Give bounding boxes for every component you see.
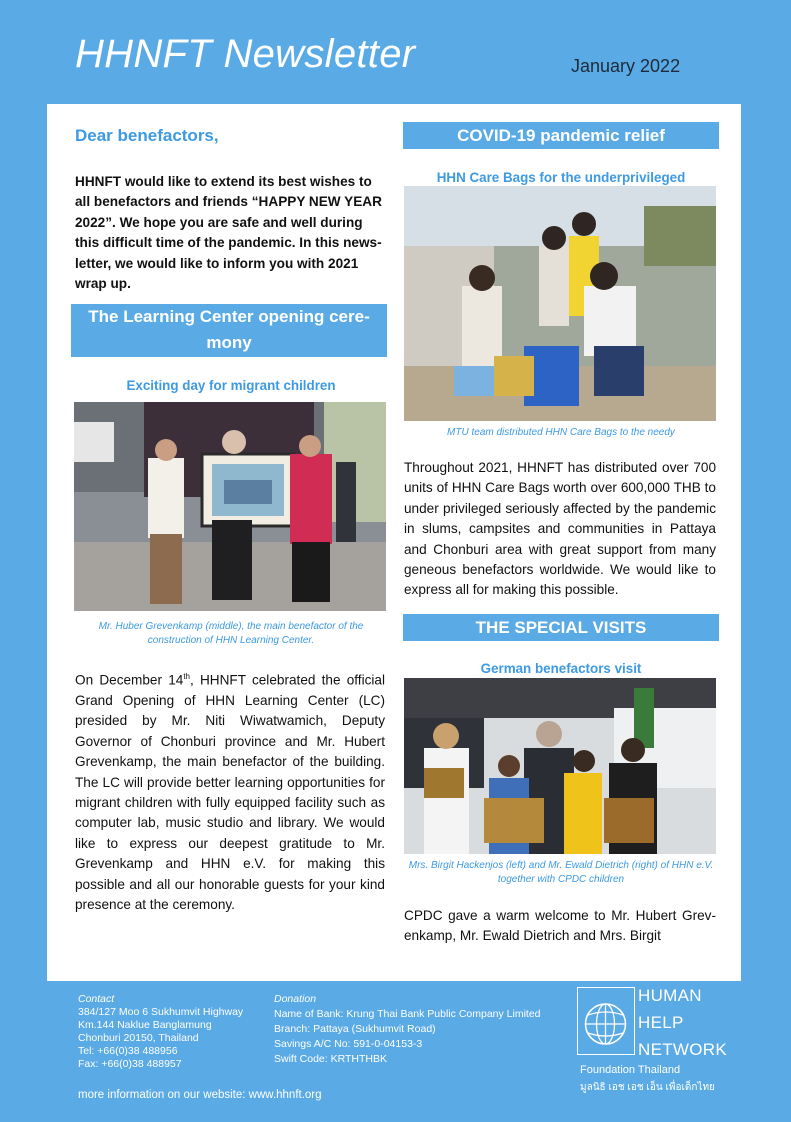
care-bags-caption: MTU team distributed HHN Care Bags to the needy [447, 427, 675, 438]
logo-word-network: NETWORK [638, 1040, 727, 1059]
learning-center-body [75, 667, 385, 915]
newsletter-date: January 2022 [571, 56, 681, 76]
donation-line: Savings A/C No: 591-0-04153-3 [274, 1038, 423, 1050]
german-visit-photo [404, 678, 716, 854]
logo-word-human: HUMAN [638, 986, 702, 1005]
newsletter-title: HHNFT Newsletter [75, 32, 416, 76]
donation-line: Swift Code: KRTHTHBK [274, 1053, 388, 1065]
globe-logo-icon [577, 987, 635, 1055]
contact-line: Fax: +66(0)38 488957 [78, 1058, 182, 1070]
contact-line: Chonburi 20150, Thailand [78, 1032, 199, 1044]
covid-body: Throughout 2021, HHNFT has distributed over 700 units of HHN Care Bags worth over 600,000 THB to under privileged seriously affected by the pandemic in slums, campsites and communities in Pattaya and Chonburi area with great support from many geneous benefactors worldwide. We would like to express all for making this possible. [404, 460, 716, 598]
ceremony-photo [74, 402, 386, 611]
contact-block [78, 993, 243, 1071]
body-text-part: , HHNFT celebrated the official Grand Opening of HHN Learning Center (LC) presided by Mr. Niti Wiwatwamich, Deputy Governor of Chonburi province and Mr. Hubert Grevenkamp, the main benefactor of the building. The LC will provide better learning opportunities for migrant children with fully equipped facility such as computer lab, music studio and library. We would like to express our deepest gratitude to Mr. Grevenkamp and HHN e.V. for making this possible and all our honorable guests for your kind presence at the ceremony. [75, 672, 385, 912]
learning-center-banner: The Learning Center opening cere-mony [71, 304, 387, 357]
contact-label: Contact [78, 993, 115, 1005]
logo-thai-text: มูลนิธิ เอช เอช เอ็น เพื่อเด็กไทย [580, 1082, 715, 1093]
contact-line: Km.144 Naklue Banglamung [78, 1019, 212, 1031]
care-bags-photo [404, 186, 716, 421]
covid-subhead: HHN Care Bags for the underprivileged [436, 170, 686, 185]
donation-label: Donation [274, 993, 317, 1005]
donation-block [274, 993, 541, 1066]
ceremony-caption: Mr. Huber Grevenkamp (middle), the main benefactor of the construction of HHN Learning Center. [98, 621, 364, 646]
logo-subtitle: Foundation Thailand [580, 1064, 681, 1076]
german-visit-caption: Mrs. Birgit Hackenjos (left) and Mr. Ewald Dietrich (right) of HHN e.V. together with CPDC children [408, 860, 714, 885]
donation-line: Name of Bank: Krung Thai Bank Public Company Limited [274, 1008, 541, 1020]
donation-line: Branch: Pattaya (Sukhumvit Road) [274, 1023, 436, 1035]
visits-subhead: German benefactors visit [480, 661, 642, 676]
covid-banner: COVID-19 pandemic relief [403, 122, 719, 149]
website-link[interactable]: more information on our website: www.hhnft.org [78, 1089, 322, 1101]
logo-word-help: HELP [638, 1013, 684, 1032]
contact-line: 384/127 Moo 6 Sukhumvit Highway [78, 1006, 244, 1018]
contact-line: Tel: +66(0)38 488956 [78, 1045, 178, 1057]
ordinal-suffix: th [183, 672, 190, 681]
content-panel [47, 104, 741, 981]
visits-banner: THE SPECIAL VISITS [403, 614, 719, 641]
learning-center-subhead: Exciting day for migrant children [126, 378, 336, 393]
greeting-heading: Dear benefactors, [75, 126, 219, 145]
visits-body: CPDC gave a warm welcome to Mr. Hubert Grev-enkamp, Mr. Ewald Dietrich and Mrs. Birgit [404, 908, 716, 944]
intro-paragraph: HHNFT would like to extend its best wishes to all benefactors and friends “HAPPY NEW YEAR 2022”. We hope you are safe and well during this difficult time of the pandemic. In this news-letter, we would like to inform you with 2021 wrap up. [75, 174, 382, 292]
body-text-part: On December 14 [75, 672, 184, 688]
